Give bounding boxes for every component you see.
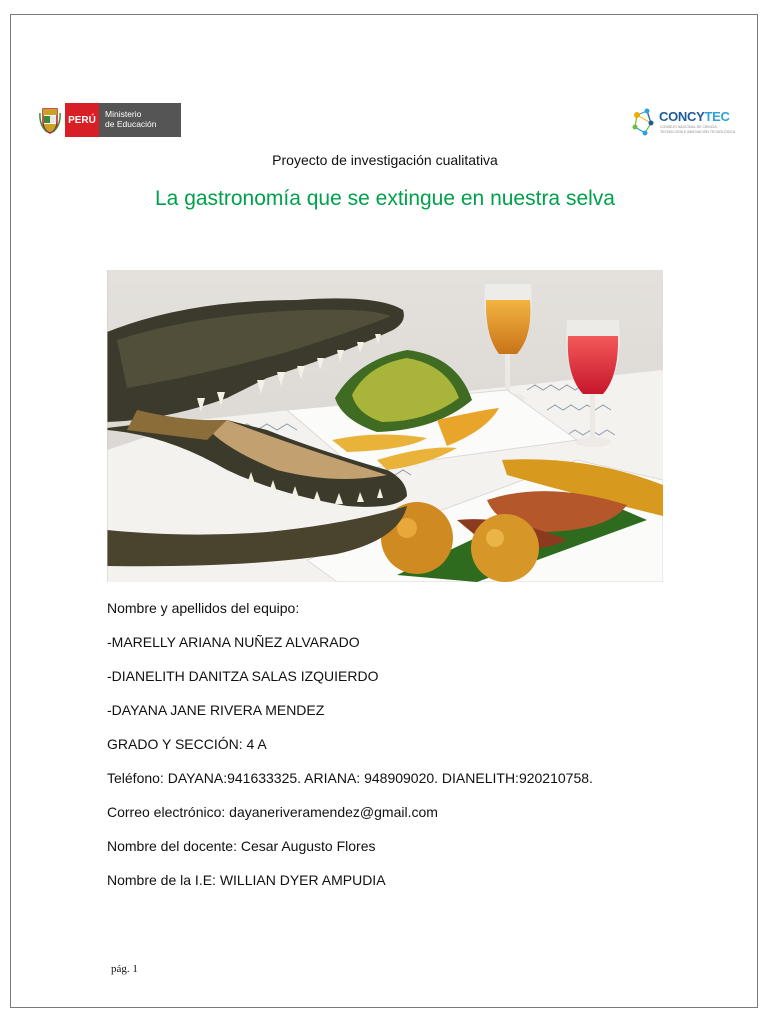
page-number: pág. 1 xyxy=(111,963,138,975)
concytec-name: CONCYTEC xyxy=(659,109,730,124)
phone-numbers: Teléfono: DAYANA:941633325. ARIANA: 948909020. DIANELITH:920210758. xyxy=(107,770,593,786)
team-member-1: -MARELLY ARIANA NUÑEZ ALVARADO xyxy=(107,634,360,650)
ministry-label: Ministerio de Educación xyxy=(99,103,181,137)
concytec-tagline: CONSEJO NACIONAL DE CIENCIA, TECNOLOGÍA E INNOVACIÓN TECNOLÓGICA xyxy=(660,125,736,134)
document-subtitle: Proyecto de investigación cualitativa xyxy=(272,152,498,168)
team-member-2: -DIANELITH DANITZA SALAS IZQUIERDO xyxy=(107,668,379,684)
team-member-3: -DAYANA JANE RIVERA MENDEZ xyxy=(107,702,325,718)
team-info xyxy=(107,597,727,903)
peru-label: PERÚ xyxy=(65,103,99,137)
concytec-logo xyxy=(629,103,741,143)
email: Correo electrónico: dayaneriveramendez@gmail.com xyxy=(107,804,438,820)
caiman-head-with-jungle-dishes-photo xyxy=(107,270,663,582)
concytec-network-icon xyxy=(629,105,659,141)
peru-coat-of-arms-icon xyxy=(39,105,61,135)
document-page xyxy=(10,14,758,1008)
school-name: Nombre de la I.E: WILLIAN DYER AMPUDIA xyxy=(107,872,386,888)
grade-section: GRADO Y SECCIÓN: 4 A xyxy=(107,736,267,752)
minedu-logo xyxy=(39,103,181,137)
document-title: La gastronomía que se extingue en nuestra selva xyxy=(155,187,615,210)
teacher-name: Nombre del docente: Cesar Augusto Flores xyxy=(107,838,376,854)
team-heading: Nombre y apellidos del equipo: xyxy=(107,600,300,616)
